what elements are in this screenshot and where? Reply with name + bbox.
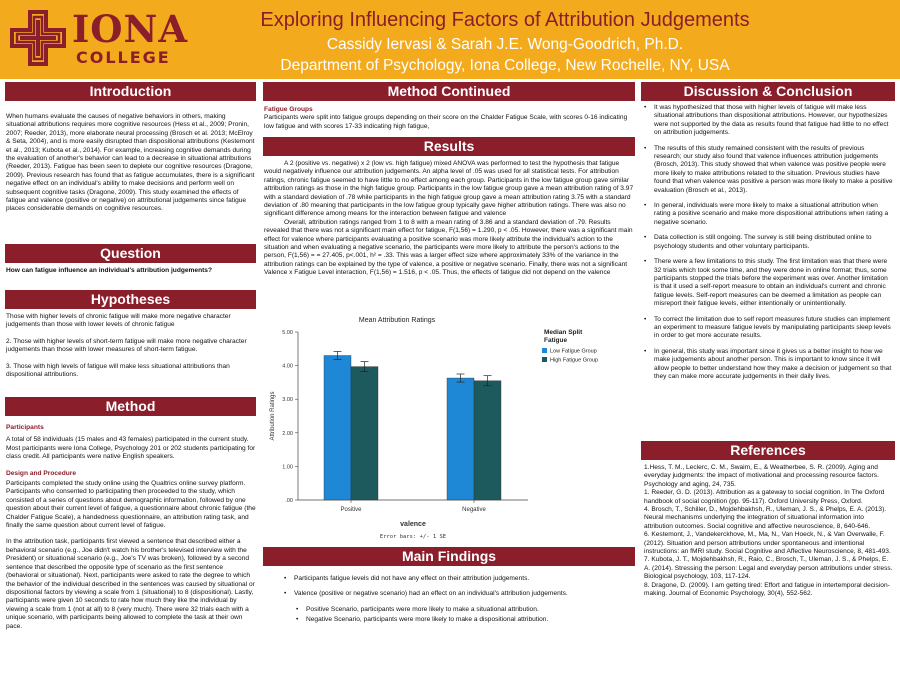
x-tick-label: Negative xyxy=(462,507,486,513)
method-body xyxy=(6,424,256,639)
main-findings-list xyxy=(284,575,634,627)
chart-footnote: Error bars: +/- 1 SE xyxy=(379,534,447,540)
x-tick-label: Positive xyxy=(340,507,362,513)
design-procedure-subheading: Design and Procedure xyxy=(6,469,76,477)
results-body xyxy=(264,160,634,286)
participants-text: A total of 58 individuals (15 males and 43 females) participated in the current study. Most participants were Iona College, Psychology 201 or 202 students participating for class credit. All participants were native English speakers. xyxy=(6,436,256,461)
reference-item: 1. Reeder, G. D. (2013). Attribution as a gateway to social cognition. In The Oxford handbook of social cognition (pp. 95-117). Oxford University Press, Oxford. xyxy=(644,489,885,505)
results-heading: Results xyxy=(263,137,635,156)
reference-item: 7. Kubota, J. T., Mojdehbakhsh, R., Raio, C., Brosch, T., Uleman, J. S., & Phelps, E. A. (2014). Stressing the person: Legal and everyday person attributions under stress. Biological psychology, 103, 117-124. xyxy=(644,556,893,581)
participants-subheading: Participants xyxy=(6,424,44,431)
y-tick-label: 4.00 xyxy=(282,363,293,370)
references-heading: References xyxy=(641,441,895,460)
question-text: How can fatigue influence an individual's attribution judgements? xyxy=(6,267,212,274)
reference-item: 4. Brosch, T., Schiller, D., Mojdehbakhsh, R., Uleman, J. S., & Phelps, E. A. (2013). Neural mechanisms underlying the integration of situational information into attribution outcomes. Social cognitive and affective neuroscience, 8, 640-646. xyxy=(644,506,887,530)
attribution-task-text: In the attribution task, participants first viewed a sentence that described either a behavioral scenario (e.g., Joe didn't watch his brother's televised interview with the President) or situational scenario (e.g., Joe's TV was broken), followed by a second sentence that described the opposite type of scenario as the first sentence (behavioral or situational). Next, participants were asked to rate the degree to which the behavior of the individual described in the sentences was caused by situational or dispositional factors by viewing a scale from 1 (situational) to 8 (dispositional). Lastly, participants were given 10 seconds to rate how much they like the individual by viewing a scale from 1 (not at all) to 8 (very much). There were 32 trials each with a unique scenario, with participants being allowed to complete the task at their own pace. xyxy=(6,538,255,630)
legend-label: Low Fatigue Group xyxy=(550,348,597,355)
bar-positive-low xyxy=(324,356,351,500)
hypotheses-heading: Hypotheses xyxy=(5,290,256,309)
y-tick-label: 5.00 xyxy=(282,330,293,336)
fatigue-groups-text: Participants were split into fatigue groups depending on their score on the Chalder Fatigue Scale, with scores 0-16 indicating low fatigue and with scores 17-33 indicating high fatigue, xyxy=(264,114,628,130)
method-heading: Method xyxy=(5,397,256,416)
hypotheses-list xyxy=(6,313,256,387)
results-paragraph-2: Overall, attribution ratings ranged from 1 to 8 with a mean rating of 3.86 and a standard deviation of .79. Results revealed that there was not a significant main effect for fatigue, F(1,56) = 1.290, p < .05. However, there was a significant main effect for valence where participants evaluating a positive scenario was more likely attribute the individual's action to the situation and when evaluating a negative scenario, the participants were more likely to attribute the person's actions to the person, F(1,56) = = 27.405, p<.001, h² = .33. This was a larger effect size where approximately 33% of the variance in the attribution ratings can be explained by the type of valence, a positive or negative scenario. Finally, there was not a significant Valence x Fatigue Level interaction, F(1,56) = 1.516, p < .05. Thus, the effects of fatigue did not depend on the valence xyxy=(264,218,633,277)
discussion-list xyxy=(644,104,893,388)
method-continued-heading: Method Continued xyxy=(263,82,635,101)
main-findings-heading: Main Findings xyxy=(263,547,635,566)
y-tick-label: .00 xyxy=(285,498,293,504)
logo-wordmark-iona: IONA xyxy=(72,7,189,51)
introduction-text: When humans evaluate the causes of negative behaviors in others, making situational attributions requires more cognitive resources (Hess et al., 2009; Pronin, 2007; Reeder, 2013), more elaborate neural processing (Brosch et al. 2013; McElroy & Seta, 2004), and is more easily disrupted than dispositional attributions (Kestemont et al., 2013; Kubota et al., 2014). For example, increasing cognitive demands during the evaluation of another's behavior can lead to a decrease in situational attributions (Reeder, 2013). Fatigue has been seen to deplete our cognitive resources (Dragone, 2009). Previous research has found that as fatigue accumulates, there is a significant negative effect on an individual's ability to make decisions and perform well on subsequent cognitive tasks (Dragone, 2009). This study examined the effects of fatigue and valence (positive or negative) on attributional judgements since fatigue places considerable demands on cognitive resources. xyxy=(6,113,255,213)
iona-crest-icon xyxy=(10,10,66,66)
logo-wordmark-college: COLLEGE xyxy=(76,48,171,67)
bar-positive-high xyxy=(351,367,378,500)
fatigue-groups-body xyxy=(264,106,634,139)
bar-chart-svg xyxy=(266,312,626,542)
chart-title: Mean Attribution Ratings xyxy=(358,317,436,324)
iona-college-logo xyxy=(6,6,189,70)
bar-negative-high xyxy=(474,381,501,500)
hypothesis-item: 3. Those with high levels of fatigue will make less situational attributions than dispositional attributions. xyxy=(6,362,230,379)
design-procedure-text: Participants completed the study online using the Qualtrics online survey platform. Participants who consented to participating then proceeded to the study, which consisted of a series of questions about demographic information, followed by one question about their current level of fatigue, a questionnaire about chronic fatigue (the Chalder Fatigue Scale), a handedness questionnaire, an attribution rating task, and finally the same question about current level of fatigue. xyxy=(6,480,256,530)
finding-subitem: • Positive Scenario, participants were more likely to make a situational attribution. xyxy=(296,606,634,614)
introduction-heading: Introduction xyxy=(5,82,256,101)
x-axis-label: valence xyxy=(400,521,426,528)
bar-negative-low xyxy=(447,378,474,500)
legend-label: High Fatigue Group xyxy=(550,357,598,364)
poster-authors: Cassidy Iervasi & Sarah J.E. Wong-Goodrich, Ph.D. xyxy=(326,36,684,53)
poster-header xyxy=(0,0,900,79)
legend-title: Fatigue xyxy=(544,337,568,344)
y-axis-label: Attribution Ratings xyxy=(270,391,276,441)
y-tick-label: 2.00 xyxy=(282,430,293,437)
discussion-heading: Discussion & Conclusion xyxy=(641,82,895,101)
finding-subitem: • Negative Scenario, participants were more likely to make a dispositional attribution. xyxy=(296,616,634,624)
references-list xyxy=(644,464,893,599)
reference-item: 6. Kestemont, J., Vandekerckhove, M., Ma, N., Van Hoeck, N., & Van Overwalle, F. (2012). Situation and person attributions under spontaneous and intentional instructions: an fMRI study. Social Cognitive and Affective Neuroscience, 8, 481-493. xyxy=(644,531,891,556)
discussion-item: • There were a few limitations to this study. The first limitation was that there were 32 trials which took some time, and they were done in online format; thus, some participants stopped the trials before the experiment was over. Another limitation is that it used a self-report measure to obtain an individual's current and chronic fatigue levels. Self-report measures can be deemed a limitation as people can misreport their fatigue levels, either intentionally or unintentionally. xyxy=(644,258,893,308)
discussion-item: • It was hypothesized that those with higher levels of fatigue will make less situational attributions than dispositional attributions. However, our hypothesizes were not supported by the data as results found that fatigue had little to no effect on attribution judgements. xyxy=(644,104,893,138)
question-heading: Question xyxy=(5,244,256,263)
attribution-ratings-chart xyxy=(266,312,626,542)
discussion-item: • In general, individuals were more likely to make a situational attribution when rating a positive scenario and make more dispositional attributions when rating a negative scenario. xyxy=(644,202,893,227)
results-paragraph-1: A 2 (positive vs. negative) x 2 (low vs. high fatigue) mixed ANOVA was performed to test the hypothesis that fatigue would negatively influence our attribution judgements. An alpha level of .05 was used for all statistical tests. For attribution ratings, chronic fatigue seemed to have little to no effect among each group. Participants in the low fatigue group gave similar attribution ratings as those in the high fatigue group. Participants in the low fatigue group gave a mean attribution rating of 3.97 with a standard deviation of .78 while participants in the high fatigue group gave a mean attribution rating 3.75 with a standard deviation of .80 meaning that participants in the low fatigue group typically gave higher attribution ratings. There was also no significant difference among means for the interaction between fatigue and valence xyxy=(264,160,634,218)
finding-item: • Participants fatigue levels did not have any effect on their attribution judgements. xyxy=(284,575,634,583)
finding-item: • Valence (positive or negative scenario) had an effect on an individual's attribution judgements. xyxy=(284,590,634,598)
discussion-item: • In general, this study was important since it gives us a better insight to how we make judgements about another person. This is important to know since it will allow people to better understand how they make a decision or judgement so that they can make more accurate judgements in their daily lives. xyxy=(644,348,893,382)
legend-title: Median Split xyxy=(544,329,583,336)
poster-title: Exploring Influencing Factors of Attribution Judgements xyxy=(260,9,750,31)
poster-affiliation: Department of Psychology, Iona College, New Rochelle, NY, USA xyxy=(280,57,730,74)
y-tick-label: 1.00 xyxy=(282,464,293,471)
legend-swatch xyxy=(542,357,547,362)
discussion-item: • The results of this study remained consistent with the results of previous research; our study also found that valence influences attribution judgements (Brosch, 2013). This study showed that when valence was positive people were more likely to make attributions related to the situation. Previous studies have found that when valence was positive a person was more likely to make a positive evaluation (Brosch et al., 2013). xyxy=(644,145,893,195)
discussion-item: • To correct the limitation due to self report measures future studies can implement an experiment to measure fatigue levels by manipulating participants sleep levels in order to get more accurate results. xyxy=(644,316,893,341)
hypothesis-item: 2. Those with higher levels of short-term fatigue will make more negative character judgements than those with lower measures of short-term fatigue. xyxy=(6,337,247,354)
reference-item: 1.Hess, T. M., Leclerc, C. M., Swaim, E., & Weatherbee, S. R. (2009). Aging and everyday judgments: the impact of motivational and processing resource factors. Psychology and aging, 24, 735. xyxy=(644,464,879,488)
legend-swatch xyxy=(542,348,547,353)
y-tick-label: 3.00 xyxy=(282,397,293,404)
discussion-item: • Data collection is still ongoing. The survey is still being distributed online to psychology students and other voluntary participants. xyxy=(644,234,893,251)
reference-item: 8. Dragone, D. (2009). I am getting tired: Effort and fatigue in intertemporal decision-making. Journal of Economic Psychology, 30(4), 552-562. xyxy=(644,581,890,598)
fatigue-groups-subheading: Fatigue Groups xyxy=(264,106,313,113)
hypothesis-item: Those with higher levels of chronic fatigue will make more negative character judgements than those with lower levels of chronic fatigue xyxy=(6,313,231,329)
